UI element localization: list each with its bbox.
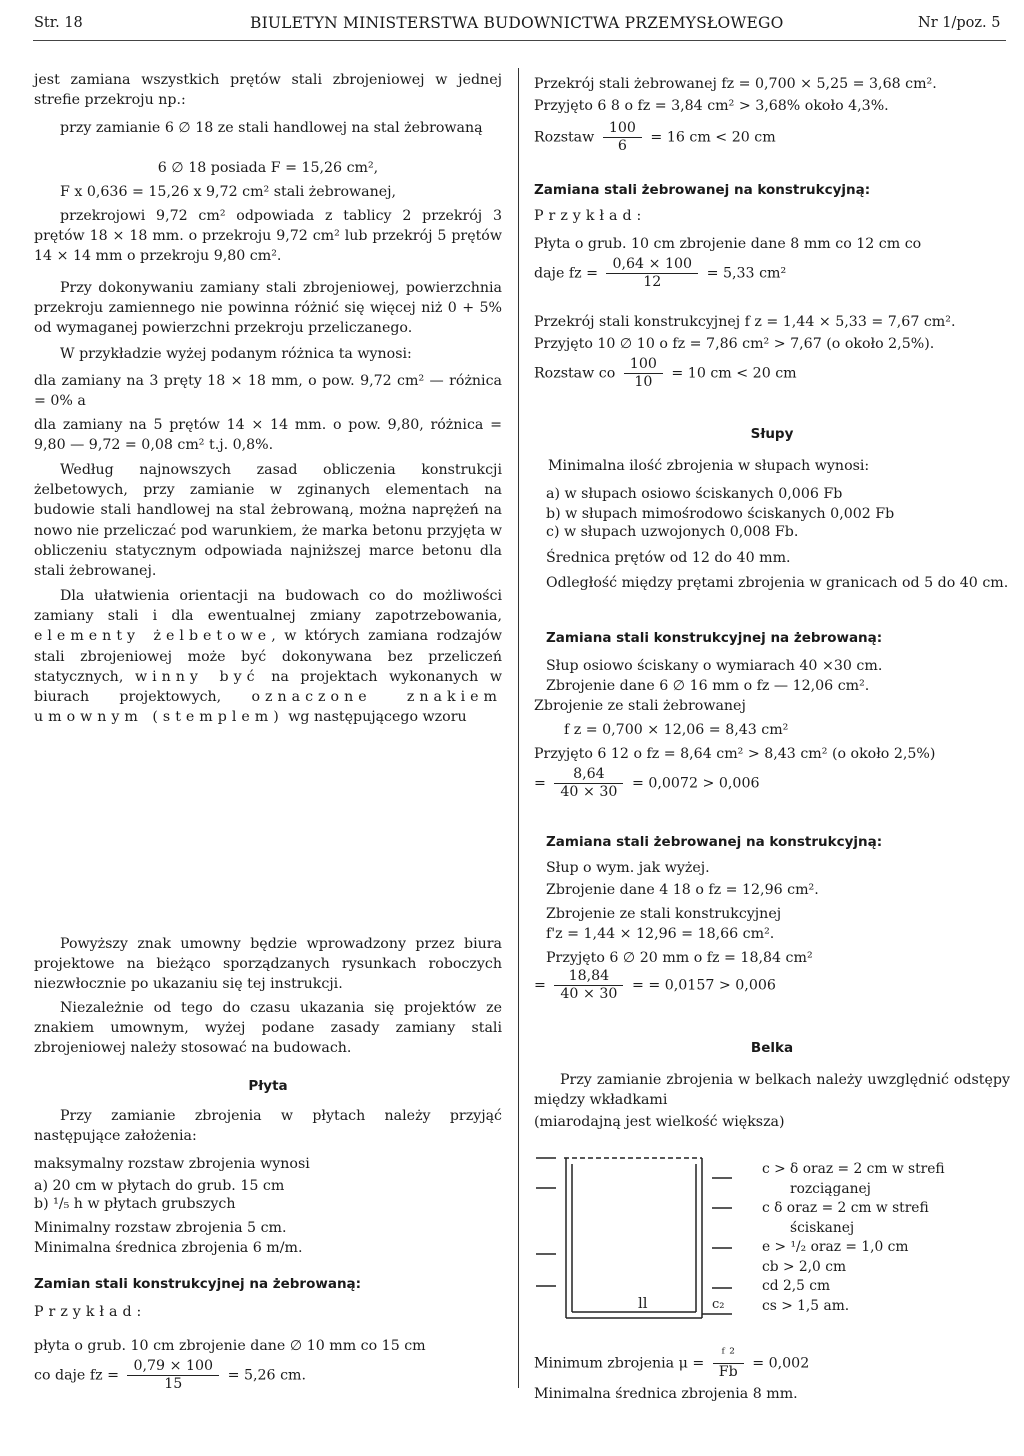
paragraph: Przyjęto 6 8 o fz = 3,84 cm² > 3,68% około 4,3%.: [534, 98, 889, 114]
paragraph: Minimalna ilość zbrojenia w słupach wynosi:: [548, 458, 870, 474]
equation: f'z = 1,44 × 12,96 = 18,66 cm².: [546, 926, 775, 942]
formula: daje fz = $\frac{0,64 \times 100}{12}$ = 5,33 cm²: [534, 256, 787, 290]
paragraph: Minimalna średnica zbrojenia 8 mm.: [534, 1386, 798, 1402]
formula: Rozstaw co $\frac{100}{10}$ = 10 cm < 20 cm: [534, 356, 797, 390]
paragraph: płyta o grub. 10 cm zbrojenie dane ∅ 10 mm co 15 cm: [34, 1338, 426, 1354]
paragraph: Zbrojenie ze stali konstrukcyjnej: [546, 906, 782, 922]
section-heading: Zamiana stali żebrowanej na konstrukcyjną:: [534, 182, 871, 198]
column-divider: [518, 68, 519, 1388]
paragraph: maksymalny rozstaw zbrojenia wynosi: [34, 1156, 310, 1172]
paragraph: Minimalna średnica zbrojenia 6 m/m.: [34, 1240, 303, 1256]
paragraph: Przy dokonywaniu zamiany stali zbrojeniowej, powierzchnia przekroju zamiennego nie powinna różnić się więcej niż 0 + 5% od wymaganej powierzchni przekroju przeliczanego.: [34, 280, 502, 337]
paragraph: Odległość między prętami zbrojenia w granicach od 5 do 40 cm.: [546, 575, 1009, 591]
header-rule: [33, 40, 1006, 41]
list-item: b) w słupach mimośrodowo ściskanych 0,002 Fb: [546, 506, 895, 522]
formula: Minimum zbrojenia μ = $\frac{\text{ᶠ ²}}{Fb}$ = 0,002: [534, 1346, 810, 1380]
example-label: Przykład:: [34, 1304, 147, 1320]
journal-title: BIULETYN MINISTERSTWA BUDOWNICTWA PRZEMYSŁOWEGO: [250, 14, 784, 32]
paragraph: Płyta o grub. 10 cm zbrojenie dane 8 mm co 12 cm co: [534, 236, 922, 252]
section-heading: Słupy: [750, 426, 794, 442]
paragraph: przekrojowi 9,72 cm² odpowiada z tablicy 2 przekrój 3 prętów 18 × 18 mm. o przekroju 9,72 cm² lub przekrój 5 prętów 14 × 14 mm o przekroju 9,80 cm².: [34, 208, 502, 265]
paragraph: przy zamianie 6 ∅ 18 ze stali handlowej na stal żebrowaną: [60, 120, 483, 136]
paragraph: W przykładzie wyżej podanym różnica ta wynosi:: [60, 346, 412, 362]
paragraph: Przyjęto 6 12 o fz = 8,64 cm² > 8,43 cm² (o około 2,5%): [534, 746, 936, 762]
equation: F x 0,636 = 15,26 x 9,72 cm² stali żebrowanej,: [60, 184, 397, 200]
paragraph: Przy zamianie zbrojenia w belkach należy uwzględnić odstępy między wkładkami: [534, 1072, 1010, 1109]
paragraph: dla zamiany na 3 pręty 18 × 18 mm, o pow. 9,72 cm² — różnica = 0% a: [34, 373, 502, 410]
paragraph: Średnica prętów od 12 do 40 mm.: [546, 550, 791, 566]
page-header: [0, 0, 1024, 40]
page-number: Str. 18: [34, 15, 83, 31]
paragraph: Dla ułatwienia orientacji na budowach co do możliwości zamiany stali i dla ewentualnej zmiany zapotrzebowania, elementy żelbetowe, w których zamiana rodzajów stali zbrojeniowej może być dokonywana bez przeliczeń statycznych, winny być na projektach wykonanych w biurach projektowych, oznaczone znakiem umownym (stemplem) wg następującego wzoru: [34, 588, 502, 726]
paragraph: Przekrój stali konstrukcyjnej f z = 1,44 × 5,33 = 7,67 cm².: [534, 314, 956, 330]
list-item: b) ¹/₅ h w płytach grubszych: [34, 1196, 236, 1212]
section-heading: Zamian stali konstrukcyjnej na żebrowaną:: [34, 1276, 362, 1292]
equation: 6 ∅ 18 posiada F = 15,26 cm²,: [157, 160, 379, 176]
paragraph: Według najnowszych zasad obliczenia konstrukcji żelbetowych, przy zamianie w zginanych elementach na budowie stali handlowej na stal żebrowaną, można naprężeń na nowo nie przeliczać pod warunkiem, że marka betonu przyjęta w obliczeniu statycznym odpowiada najniższej marce betonu dla stali żebrowanej.: [34, 462, 502, 580]
list-item: a) w słupach osiowo ściskanych 0,006 Fb: [546, 486, 843, 502]
paragraph: dla zamiany na 5 prętów 14 × 14 mm. o pow. 9,80, różnica = 9,80 — 9,72 = 0,08 cm² t.j. 0,8%.: [34, 417, 502, 454]
paragraph: Przekrój stali żebrowanej fz = 0,700 × 5,25 = 3,68 cm².: [534, 76, 937, 92]
formula: = $\frac{18,84}{40 \times 30}$ = = 0,0157 > 0,006: [534, 968, 776, 1002]
paragraph: Przyjęto 6 ∅ 20 mm o fz = 18,84 cm²: [546, 950, 813, 966]
paragraph: Zbrojenie dane 4 18 o fz = 12,96 cm².: [546, 882, 819, 898]
issue-number: Nr 1/poz. 5: [918, 15, 1001, 31]
section-heading: Belka: [750, 1040, 794, 1056]
figure-labels: c > δ oraz = 2 cm w strefi rozciąganej c δ oraz = 2 cm w strefi ściskanej e > ¹/₂ oraz = 1,0 cm cb > 2,0 cm cd 2,5 cm cs > 1,5 am.: [762, 1161, 945, 1314]
svg-text:c₂: c₂: [712, 1297, 725, 1312]
section-heading: Zamiana stali żebrowanej na konstrukcyjną:: [546, 834, 883, 850]
paragraph: Słup o wym. jak wyżej.: [546, 860, 710, 876]
paragraph: jest zamiana wszystkich prętów stali zbrojeniowej w jednej strefie przekroju np.:: [34, 72, 502, 109]
paragraph: Słup osiowo ściskany o wymiarach 40 ×30 cm.: [546, 658, 883, 674]
list-item: a) 20 cm w płytach do grub. 15 cm: [34, 1178, 285, 1194]
formula: = $\frac{8,64}{40 \times 30}$ = 0,0072 > 0,006: [534, 766, 760, 800]
paragraph: Przy zamianie zbrojenia w płytach należy przyjąć następujące założenia:: [34, 1108, 502, 1145]
paragraph: Powyższy znak umowny będzie wprowadzony przez biura projektowe na bieżąco sporządzanych rysunkach roboczych niezwłocznie po ukazaniu się tej instrukcji.: [34, 936, 502, 993]
svg-text:ll: ll: [638, 1294, 648, 1312]
paragraph: Przyjęto 10 ∅ 10 o fz = 7,86 cm² > 7,67 (o około 2,5%).: [534, 336, 935, 352]
paragraph: Zbrojenie dane 6 ∅ 16 mm o fz — 12,06 cm².: [546, 678, 870, 694]
example-label: Przykład:: [534, 208, 647, 224]
paragraph: Zbrojenie ze stali żebrowanej: [534, 698, 746, 714]
paragraph: (miarodajną jest wielkość większa): [534, 1114, 785, 1130]
section-heading: Zamiana stali konstrukcyjnej na żebrowaną:: [546, 630, 883, 646]
paragraph: Minimalny rozstaw zbrojenia 5 cm.: [34, 1220, 287, 1236]
section-heading: Płyta: [248, 1078, 288, 1094]
equation: f z = 0,700 × 12,06 = 8,43 cm²: [564, 722, 789, 738]
paragraph: Niezależnie od tego do czasu ukazania się projektów ze znakiem umownym, wyżej podane zasady zamiany stali zbrojeniowej należy stosować na budowach.: [34, 1000, 502, 1057]
formula: co daje fz = $\frac{0,79 \times 100}{15}$ = 5,26 cm.: [34, 1358, 306, 1392]
beam-reinforcement-figure: [534, 1148, 734, 1328]
formula: Rozstaw $\frac{100}{6}$ = 16 cm < 20 cm: [534, 120, 776, 154]
list-item: c) w słupach uzwojonych 0,008 Fb.: [546, 524, 799, 540]
